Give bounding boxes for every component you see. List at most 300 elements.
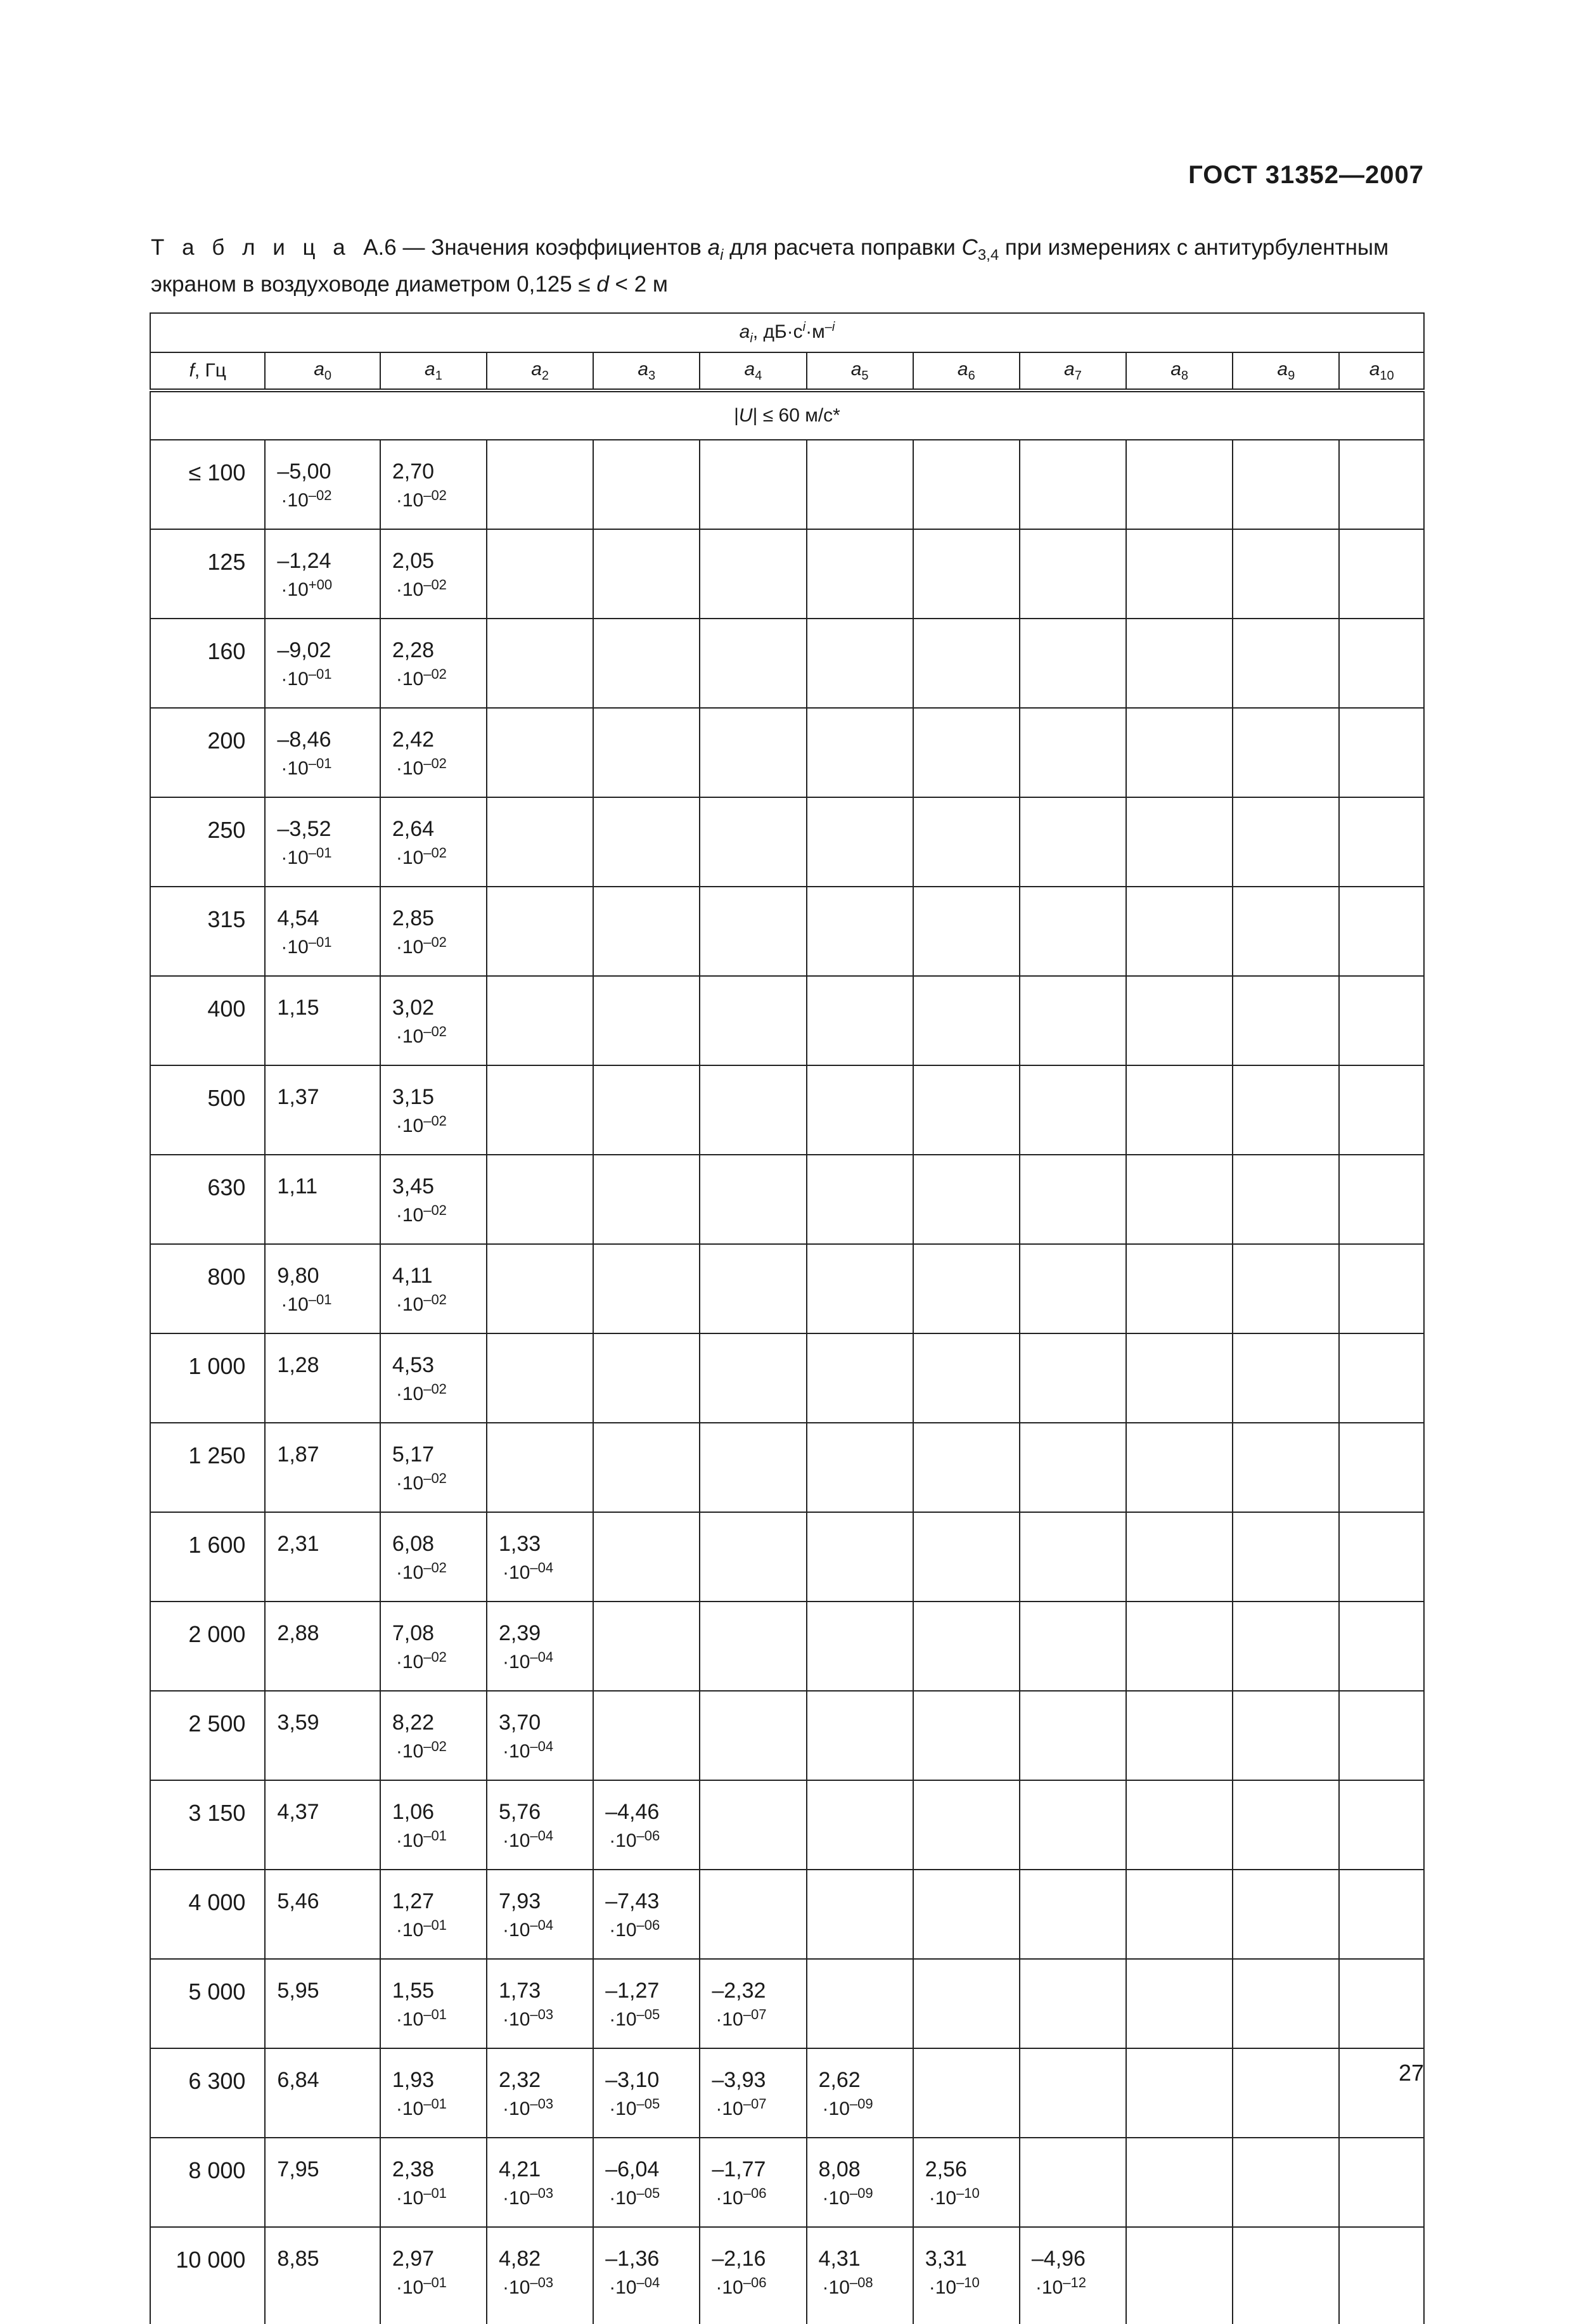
- coef-cell: [807, 1959, 913, 2048]
- coef-cell: [1020, 1423, 1126, 1512]
- coef-cell: [1339, 1691, 1424, 1780]
- coef-cell: [1126, 1512, 1233, 1602]
- coef-mantissa: 8,85: [277, 2247, 319, 2271]
- coef-cell: [1339, 1780, 1424, 1870]
- coef-cell: [380, 1065, 487, 1155]
- coef-exponent: $\cdot 10^{-04}$: [503, 1649, 554, 1672]
- coef-cell: [487, 1333, 593, 1423]
- coef-cell: [593, 619, 700, 708]
- coef-exponent: $\cdot 10^{-01}$: [395, 2006, 447, 2030]
- coef-cell: [593, 1959, 700, 2048]
- coef-exponent: $\cdot 10^{-01}$: [281, 666, 332, 690]
- coef-cell: [487, 1691, 593, 1780]
- coef-cell: [1126, 1959, 1233, 2048]
- coef-mantissa: 5,46: [277, 1889, 319, 1913]
- coef-cell: [265, 1780, 380, 1870]
- coef-cell: [380, 2227, 487, 2324]
- coef-cell: [487, 1423, 593, 1512]
- caption-text: — Значения коэффициентов: [396, 235, 708, 260]
- coef-cell: [1126, 1423, 1233, 1512]
- coef-cell: [1020, 887, 1126, 976]
- coef-cell: [265, 708, 380, 797]
- coef-cell: [1339, 1065, 1424, 1155]
- coef-cell: [913, 976, 1020, 1065]
- coef-cell: [913, 2138, 1020, 2227]
- coef-exponent: $\cdot 10^{-02}$: [395, 755, 447, 779]
- coef-cell: [807, 1423, 913, 1512]
- coef-cell: [1126, 1691, 1233, 1780]
- coef-mantissa: 4,53: [392, 1353, 435, 1377]
- coef-mantissa: 2,64: [392, 817, 435, 841]
- coef-cell: [913, 1244, 1020, 1333]
- coef-cell: [380, 1870, 487, 1959]
- coef-exponent: $\cdot 10^{-10}$: [928, 2185, 980, 2209]
- coef-cell: [593, 1602, 700, 1691]
- coef-exponent: $\cdot 10^{-07}$: [715, 2006, 767, 2030]
- table-row: [150, 2227, 1424, 2324]
- coef-cell: [1233, 619, 1339, 708]
- coef-cell: [1339, 1602, 1424, 1691]
- coef-cell: [380, 1602, 487, 1691]
- coef-mantissa: 3,15: [392, 1085, 435, 1109]
- coef-cell: [913, 1512, 1020, 1602]
- coef-cell: [700, 2048, 806, 2138]
- frequency-cell: 1 600: [150, 1512, 265, 1602]
- coef-cell: [593, 1691, 700, 1780]
- coef-mantissa: –2,32: [712, 1979, 766, 2003]
- coef-exponent: $\cdot 10^{-01}$: [281, 934, 332, 958]
- frequency-cell: 160: [150, 619, 265, 708]
- frequency-cell: 10 000: [150, 2227, 265, 2324]
- coef-mantissa: 9,80: [277, 1264, 319, 1288]
- coef-cell: [593, 1870, 700, 1959]
- col-header-a2: $a_2$: [487, 352, 593, 390]
- coef-mantissa: –3,52: [277, 817, 331, 841]
- coef-cell: [1020, 1602, 1126, 1691]
- coef-mantissa: 1,27: [392, 1889, 435, 1913]
- coef-cell: [807, 887, 913, 976]
- coef-mantissa: –3,93: [712, 2068, 766, 2092]
- coef-cell: [700, 2138, 806, 2227]
- coef-exponent: $\cdot 10^{-01}$: [395, 2096, 447, 2119]
- col-header-a3: $a_3$: [593, 352, 700, 390]
- frequency-cell: 6 300: [150, 2048, 265, 2138]
- coef-mantissa: 1,93: [392, 2068, 435, 2092]
- frequency-cell: 125: [150, 529, 265, 619]
- table-row: [150, 440, 1424, 529]
- coef-exponent: $\cdot 10^{-05}$: [609, 2185, 660, 2209]
- coef-exponent: $\cdot 10^{-01}$: [281, 1292, 332, 1315]
- coef-cell: [1233, 797, 1339, 887]
- coef-mantissa: 8,22: [392, 1711, 435, 1735]
- coef-cell: [593, 2227, 700, 2324]
- coef-cell: [1020, 797, 1126, 887]
- coef-exponent: $\cdot 10^{-02}$: [395, 1470, 447, 1494]
- coef-exponent: $\cdot 10^{-02}$: [395, 487, 447, 511]
- coef-mantissa: –4,46: [605, 1800, 660, 1824]
- coef-mantissa: 6,08: [392, 1532, 435, 1556]
- coef-cell: [380, 1155, 487, 1244]
- coef-cell: [265, 1423, 380, 1512]
- coef-mantissa: –1,24: [277, 549, 331, 573]
- coef-cell: [1126, 2138, 1233, 2227]
- coef-cell: [807, 1333, 913, 1423]
- coef-mantissa: 4,21: [499, 2157, 541, 2181]
- coef-cell: [1233, 1244, 1339, 1333]
- coef-exponent: $\cdot 10^{-06}$: [609, 1917, 660, 1941]
- coef-cell: [593, 976, 700, 1065]
- coef-sub: i: [720, 247, 724, 264]
- coef-mantissa: 2,05: [392, 549, 435, 573]
- coef-cell: [1126, 1065, 1233, 1155]
- freq-header: f, Гц: [150, 352, 265, 390]
- coef-mantissa: –1,77: [712, 2157, 766, 2181]
- coef-cell: [265, 1602, 380, 1691]
- coef-cell: [700, 887, 806, 976]
- coef-cell: [700, 1423, 806, 1512]
- frequency-cell: 500: [150, 1065, 265, 1155]
- coef-cell: [593, 1333, 700, 1423]
- standard-header: ГОСТ 31352—2007: [1188, 161, 1424, 189]
- corr-symbol: C: [961, 235, 978, 260]
- coef-cell: [807, 1780, 913, 1870]
- coef-cell: [807, 1602, 913, 1691]
- coef-exponent: $\cdot 10^{-02}$: [395, 666, 447, 690]
- coef-mantissa: 5,95: [277, 1979, 319, 2003]
- coef-cell: [1339, 1512, 1424, 1602]
- table-row: [150, 529, 1424, 619]
- coef-cell: [1126, 1155, 1233, 1244]
- coef-exponent: $\cdot 10^{-04}$: [609, 2275, 660, 2298]
- coef-cell: [1020, 1155, 1126, 1244]
- coef-mantissa: 2,62: [818, 2068, 861, 2092]
- coef-mantissa: 2,88: [277, 1621, 319, 1645]
- coef-cell: [700, 1870, 806, 1959]
- coef-mantissa: 4,82: [499, 2247, 541, 2271]
- coef-cell: [913, 529, 1020, 619]
- coef-exponent: $\cdot 10^{-02}$: [395, 845, 447, 868]
- coef-cell: [593, 529, 700, 619]
- coef-cell: [1233, 1870, 1339, 1959]
- coef-exponent: $\cdot 10^{-01}$: [281, 755, 332, 779]
- coef-cell: [1233, 1155, 1339, 1244]
- coef-mantissa: –1,36: [605, 2247, 660, 2271]
- coef-cell: [265, 619, 380, 708]
- coef-cell: [265, 440, 380, 529]
- coef-cell: [807, 1691, 913, 1780]
- coef-cell: [380, 1780, 487, 1870]
- coef-cell: [265, 2048, 380, 2138]
- coef-cell: [807, 1870, 913, 1959]
- coef-cell: [913, 440, 1020, 529]
- coef-cell: [1126, 440, 1233, 529]
- coef-mantissa: 5,76: [499, 1800, 541, 1824]
- coef-cell: [265, 1065, 380, 1155]
- table-row: [150, 708, 1424, 797]
- coef-cell: [380, 976, 487, 1065]
- coef-cell: [380, 1959, 487, 2048]
- table-row: [150, 1333, 1424, 1423]
- coef-cell: [380, 797, 487, 887]
- coef-mantissa: 1,28: [277, 1353, 319, 1377]
- coef-cell: [1233, 1423, 1339, 1512]
- coef-cell: [700, 1780, 806, 1870]
- coef-cell: [487, 619, 593, 708]
- coef-mantissa: 7,93: [499, 1889, 541, 1913]
- coef-exponent: $\cdot 10^{-03}$: [503, 2275, 554, 2298]
- coef-cell: [807, 1244, 913, 1333]
- coef-cell: [487, 529, 593, 619]
- coef-cell: [700, 2227, 806, 2324]
- coef-cell: [913, 887, 1020, 976]
- coef-cell: [807, 976, 913, 1065]
- table-row: [150, 1691, 1424, 1780]
- coef-mantissa: 2,32: [499, 2068, 541, 2092]
- table-row: [150, 1602, 1424, 1691]
- coef-cell: [593, 2048, 700, 2138]
- coef-mantissa: 4,54: [277, 906, 319, 930]
- frequency-cell: 1 250: [150, 1423, 265, 1512]
- coef-exponent: $\cdot 10^{-04}$: [503, 1828, 554, 1851]
- coef-cell: [1233, 1065, 1339, 1155]
- coef-cell: [487, 1780, 593, 1870]
- coef-exponent: $\cdot 10^{-02}$: [395, 1381, 447, 1404]
- coef-mantissa: –8,46: [277, 728, 331, 752]
- coef-mantissa: 4,31: [818, 2247, 861, 2271]
- table-row: [150, 1155, 1424, 1244]
- coef-cell: [1339, 2227, 1424, 2324]
- coef-cell: [1339, 2138, 1424, 2227]
- frequency-cell: 4 000: [150, 1870, 265, 1959]
- coef-cell: [1339, 619, 1424, 708]
- coef-cell: [265, 529, 380, 619]
- coef-mantissa: 2,97: [392, 2247, 435, 2271]
- coef-cell: [487, 976, 593, 1065]
- coef-exponent: $\cdot 10^{-01}$: [395, 1828, 447, 1851]
- coef-cell: [1233, 1333, 1339, 1423]
- coef-cell: [265, 1691, 380, 1780]
- coef-mantissa: –1,27: [605, 1979, 660, 2003]
- coef-cell: [487, 1155, 593, 1244]
- coef-mantissa: –6,04: [605, 2157, 660, 2181]
- coef-mantissa: 7,95: [277, 2157, 319, 2181]
- coef-cell: [700, 1602, 806, 1691]
- coef-cell: [807, 797, 913, 887]
- coef-cell: [913, 708, 1020, 797]
- coef-cell: [593, 1244, 700, 1333]
- coef-mantissa: 2,85: [392, 906, 435, 930]
- coef-mantissa: 3,70: [499, 1711, 541, 1735]
- coef-cell: [265, 797, 380, 887]
- frequency-cell: 2 000: [150, 1602, 265, 1691]
- coef-cell: [913, 1780, 1020, 1870]
- coef-cell: [1339, 1423, 1424, 1512]
- coef-cell: [593, 797, 700, 887]
- coef-cell: [265, 1333, 380, 1423]
- coef-cell: [593, 1155, 700, 1244]
- coef-cell: [807, 1512, 913, 1602]
- coef-cell: [1020, 1691, 1126, 1780]
- table-header-top: [150, 313, 1424, 352]
- coef-cell: [1126, 619, 1233, 708]
- coef-mantissa: –9,02: [277, 638, 331, 662]
- frequency-cell: 800: [150, 1244, 265, 1333]
- coef-units-header: $a_i$, $дБ\cdot с^i\cdot м^{-i}$: [150, 313, 1424, 352]
- coef-cell: [1339, 1870, 1424, 1959]
- coef-cell: [807, 440, 913, 529]
- caption-text: при измерениях с антитурбулентным экраном в воздуховоде диаметром 0,125 ≤: [151, 235, 1389, 297]
- coef-cell: [1126, 976, 1233, 1065]
- caption-text: для расчета поправки: [723, 235, 962, 260]
- coef-cell: [265, 1512, 380, 1602]
- coef-cell: [807, 529, 913, 619]
- coef-cell: [1020, 1959, 1126, 2048]
- coef-mantissa: 4,11: [392, 1264, 433, 1288]
- coef-mantissa: –5,00: [277, 459, 331, 484]
- coef-cell: [380, 1244, 487, 1333]
- frequency-cell: 200: [150, 708, 265, 797]
- coef-cell: [1020, 1065, 1126, 1155]
- table-row: [150, 1244, 1424, 1333]
- table-caption: [151, 233, 1425, 299]
- coef-mantissa: 2,42: [392, 728, 435, 752]
- coef-cell: [1233, 529, 1339, 619]
- coef-cell: [265, 1870, 380, 1959]
- coef-cell: [1233, 1512, 1339, 1602]
- coef-cell: [1339, 1244, 1424, 1333]
- coef-exponent: $\cdot 10^{-06}$: [715, 2275, 767, 2298]
- coef-cell: [1126, 797, 1233, 887]
- coef-cell: [807, 2138, 913, 2227]
- coef-cell: [265, 976, 380, 1065]
- coef-cell: [1020, 1244, 1126, 1333]
- coef-cell: [913, 2227, 1020, 2324]
- coef-mantissa: 2,28: [392, 638, 435, 662]
- coef-exponent: $\cdot 10^{-02}$: [395, 1024, 447, 1047]
- coef-cell: [807, 708, 913, 797]
- coef-exponent: $\cdot 10^{-10}$: [928, 2275, 980, 2298]
- coef-mantissa: 1,15: [277, 996, 319, 1020]
- coef-cell: [913, 2048, 1020, 2138]
- coef-mantissa: 3,59: [277, 1711, 319, 1735]
- coef-mantissa: 1,06: [392, 1800, 435, 1824]
- coef-cell: [380, 708, 487, 797]
- coef-exponent: $\cdot 10^{-03}$: [503, 2096, 554, 2119]
- coef-cell: [807, 2227, 913, 2324]
- col-header-a1: $a_1$: [380, 352, 487, 390]
- page-number: 27: [1398, 2060, 1424, 2086]
- coef-cell: [700, 1065, 806, 1155]
- coef-cell: [807, 1155, 913, 1244]
- coef-cell: [1339, 797, 1424, 887]
- coef-exponent: $\cdot 10^{-02}$: [395, 934, 447, 958]
- col-header-a8: $a_8$: [1126, 352, 1233, 390]
- col-header-a7: $a_7$: [1020, 352, 1126, 390]
- frequency-cell: 3 150: [150, 1780, 265, 1870]
- coef-cell: [700, 619, 806, 708]
- coef-cell: [913, 619, 1020, 708]
- coef-cell: [593, 1780, 700, 1870]
- coef-mantissa: 2,31: [277, 1532, 319, 1556]
- table-row: [150, 1512, 1424, 1602]
- coef-exponent: $\cdot 10^{-01}$: [281, 845, 332, 868]
- coef-cell: [1020, 1780, 1126, 1870]
- coef-cell: [700, 797, 806, 887]
- coef-cell: [1339, 440, 1424, 529]
- coef-exponent: $\cdot 10^{-03}$: [503, 2006, 554, 2030]
- table-row: [150, 976, 1424, 1065]
- table-row: [150, 1870, 1424, 1959]
- coef-cell: [593, 1512, 700, 1602]
- coef-cell: [1020, 619, 1126, 708]
- coef-cell: [700, 529, 806, 619]
- coef-cell: [700, 1691, 806, 1780]
- coef-cell: [487, 797, 593, 887]
- coef-cell: [1020, 2048, 1126, 2138]
- coef-mantissa: 1,37: [277, 1085, 319, 1109]
- corr-sub: 3,4: [977, 247, 999, 264]
- coef-mantissa: 2,39: [499, 1621, 541, 1645]
- coef-cell: [1233, 708, 1339, 797]
- coef-cell: [700, 976, 806, 1065]
- coef-cell: [1020, 708, 1126, 797]
- coef-cell: [265, 2227, 380, 2324]
- coef-exponent: $\cdot 10^{-04}$: [503, 1917, 554, 1941]
- frequency-cell: ≤ 100: [150, 440, 265, 529]
- coef-exponent: $\cdot 10^{-02}$: [395, 577, 447, 600]
- coef-mantissa: 7,08: [392, 1621, 435, 1645]
- coef-cell: [1233, 2138, 1339, 2227]
- coef-cell: [487, 1244, 593, 1333]
- table-row: [150, 1423, 1424, 1512]
- coef-mantissa: 2,70: [392, 459, 435, 484]
- coef-exponent: $\cdot 10^{-02}$: [395, 1738, 447, 1762]
- coef-cell: [913, 1155, 1020, 1244]
- coef-cell: [487, 1870, 593, 1959]
- coef-cell: [487, 2227, 593, 2324]
- coef-mantissa: –2,16: [712, 2247, 766, 2271]
- coef-cell: [1339, 887, 1424, 976]
- coef-mantissa: 3,45: [392, 1174, 435, 1198]
- coef-cell: [487, 708, 593, 797]
- coef-cell: [913, 797, 1020, 887]
- coef-cell: [1339, 1155, 1424, 1244]
- coef-cell: [807, 1065, 913, 1155]
- frequency-cell: 250: [150, 797, 265, 887]
- coef-cell: [700, 1333, 806, 1423]
- coef-cell: [913, 1959, 1020, 2048]
- coef-cell: [380, 1333, 487, 1423]
- coef-exponent: $\cdot 10^{-02}$: [395, 1560, 447, 1583]
- col-header-a4: $a_4$: [700, 352, 806, 390]
- coef-cell: [1126, 1870, 1233, 1959]
- coef-cell: [380, 2048, 487, 2138]
- coef-exponent: $\cdot 10^{-01}$: [395, 1917, 447, 1941]
- coef-cell: [265, 2138, 380, 2227]
- coef-cell: [380, 1423, 487, 1512]
- coef-cell: [487, 1512, 593, 1602]
- coef-cell: [593, 2138, 700, 2227]
- coef-exponent: $\cdot 10^{+00}$: [281, 577, 333, 600]
- coef-mantissa: 2,56: [925, 2157, 967, 2181]
- col-header-a10: $a_{10}$: [1339, 352, 1424, 390]
- table-row: [150, 797, 1424, 887]
- coef-exponent: $\cdot 10^{-04}$: [503, 1738, 554, 1762]
- coef-cell: [1339, 708, 1424, 797]
- coef-cell: [265, 1155, 380, 1244]
- coef-cell: [1020, 976, 1126, 1065]
- coef-mantissa: 6,84: [277, 2068, 319, 2092]
